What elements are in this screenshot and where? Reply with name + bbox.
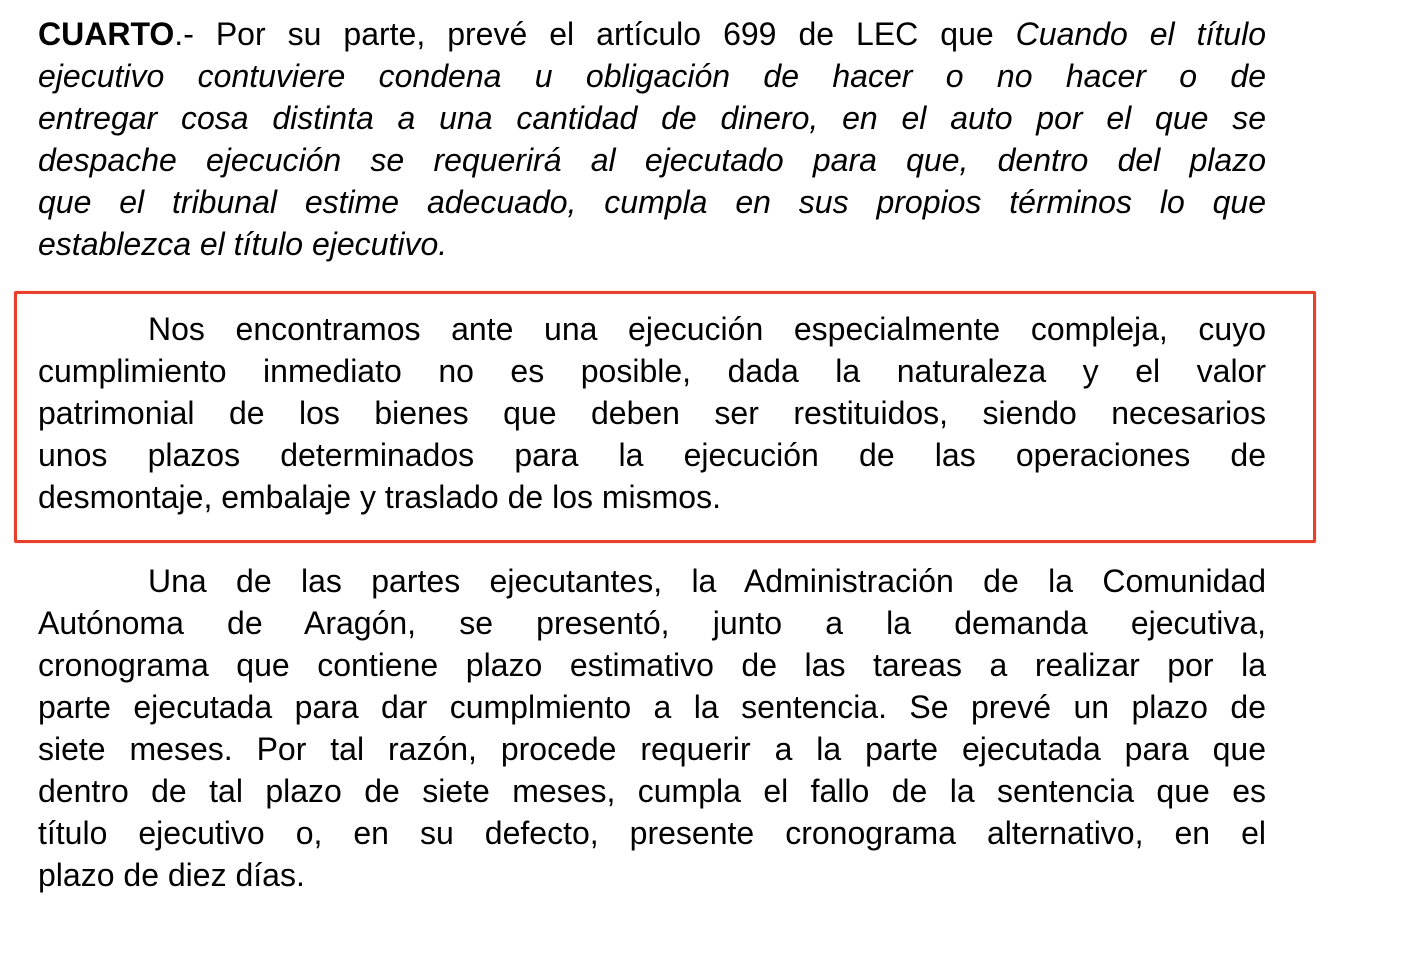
paragraph-cuarto — [38, 13, 1266, 265]
paragraph-line: cumplimiento inmediato no es posible, dada la naturaleza y el valor — [38, 353, 1266, 389]
section-heading: CUARTO — [38, 16, 175, 52]
paragraph-line: cronograma que contiene plazo estimativo de las tareas a realizar por la — [38, 647, 1266, 683]
paragraph-line: desmontaje, embalaje y traslado de los mismos. — [38, 479, 721, 515]
paragraph-cronograma — [38, 560, 1266, 896]
paragraph-line: despache ejecución se requerirá al ejecutado para que, dentro del plazo — [38, 142, 1266, 178]
paragraph-line: título ejecutivo o, en su defecto, presente cronograma alternativo, en el — [38, 815, 1266, 851]
paragraph-line: plazo de diez días. — [38, 857, 305, 893]
paragraph-line: Autónoma de Aragón, se presentó, junto a la demanda ejecutiva, — [38, 605, 1266, 641]
paragraph-line — [38, 308, 1266, 350]
paragraph-line — [38, 560, 1266, 602]
text-normal: .- Por su parte, prevé el artículo 699 de LEC que — [174, 16, 1016, 52]
paragraph-line — [38, 13, 1266, 55]
paragraph-line: que el tribunal estime adecuado, cumpla en sus propios términos lo que — [38, 184, 1266, 220]
paragraph-line: siete meses. Por tal razón, procede requerir a la parte ejecutada para que — [38, 731, 1266, 767]
paragraph-line: parte ejecutada para dar cumplmiento a la sentencia. Se prevé un plazo de — [38, 689, 1266, 725]
paragraph-line-text: Nos encontramos ante una ejecución especialmente compleja, cuyo — [148, 311, 1266, 347]
paragraph-line: entregar cosa distinta a una cantidad de dinero, en el auto por el que se — [38, 100, 1266, 136]
paragraph-highlighted — [38, 308, 1266, 518]
text-italic-quote: Cuando el título — [1015, 16, 1267, 52]
paragraph-line: ejecutivo contuviere condena u obligación de hacer o no hacer o de — [38, 58, 1266, 94]
paragraph-line: unos plazos determinados para la ejecución de las operaciones de — [38, 437, 1266, 473]
paragraph-line-text: Una de las partes ejecutantes, la Administración de la Comunidad — [148, 563, 1266, 599]
paragraph-line: patrimonial de los bienes que deben ser restituidos, siendo necesarios — [38, 395, 1266, 431]
paragraph-line: dentro de tal plazo de siete meses, cumpla el fallo de la sentencia que es — [38, 773, 1266, 809]
paragraph-line: establezca el título ejecutivo. — [38, 226, 448, 262]
